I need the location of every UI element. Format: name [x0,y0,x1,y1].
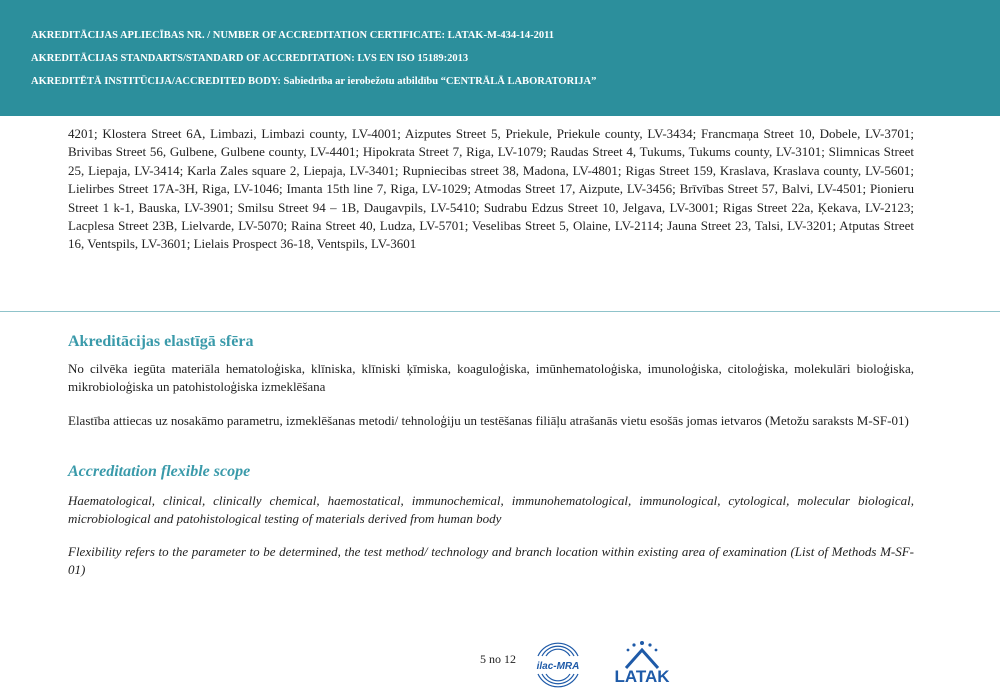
scope-lv-paragraph-2: Elastība attiecas uz nosakāmo parametru, izmeklēšanas metodi/ tehnoloģiju un testēšanas filiāļu atrašanās vietu esošās jomas ietvaros (Metožu saraksts M-SF-01) [68,413,909,428]
scope-lv-paragraph-1: No cilvēka iegūta materiāla hematoloģiska, klīniska, klīniski ķīmiska, koagulоģiska, imūnhematoloģiska, imunoloģiska, citoloģiska, molekulāri bioloģiska, mikrobioloģiska un patohistoloģiska izmeklēšana [68,361,914,395]
scope-en-paragraph-1: Haematological, clinical, clinically chemical, haemostatical, immunochemical, immunohematological, immunological, cytological, molecular biological, microbiological and patohistological testing of materials derived from human body [68,493,914,527]
accredited-body: AKREDITĒTĀ INSTITŪCIJA/ACCREDITED BODY: Sabiedrība ar ierobežotu atbildību “CENTRĀLĀ LABORATORIJA” [31,76,597,87]
scope-en-paragraph-2: Flexibility refers to the parameter to be determined, the test method/ technology and branch location within existing area of examination (List of Methods M-SF-01) [68,544,914,578]
certificate-number: AKREDITĀCIJAS APLIECĪBAS NR. / NUMBER OF ACCREDITATION CERTIFICATE: LATAK-M-434-14-2011 [31,30,555,41]
accreditation-standard: AKREDITĀCIJAS STANDARTS/STANDARD OF ACCREDITATION: LVS EN ISO 15189:2013 [31,53,469,64]
branch-addresses: 4201; Klostera Street 6A, Limbazi, Limbazi county, LV-4001; Aizputes Street 5, Priekule, Priekule county, LV-3434; Francmaņa Street 10, Dobele, LV-3701; Brivibas Street 56, Gulbene, Gulbene county, LV-4401; Hipokrata Street 7, Riga, LV-1079; Raudas Street 4, Tukums, Tukums county, LV-3101; Slimnicas Street 25, Liepaja, LV-3414; Karla Zales square 2, Liepaja, LV-3401; Rupniecibas street 38, Madona, LV-4801; Rigas Street 159, Kraslava, Kraslava county, LV-5601; Lielirbes Street 17A-3H, Riga, LV-1046; Imanta 15th line 7, Riga, LV-1029; Atmodas Street 17, Aizpute, LV-3456; Brīvības Street 57, Balvi, LV-4501; Pionieru Street 1 k-1, Bauska, LV-3901; Smilsu Street 94 – 1B, Daugavpils, LV-5410; Sudrabu Edzus Street 10, Jelgava, LV-3001; Rigas Street 22a, Ķekava, LV-2123; Lacplesa Street 23B, Lielvarde, LV-5070; Raina Street 40, Ludza, LV-5701; Veselibas Street 5, Olaine, LV-2114; Jauna Street 23, Talsi, LV-3201; Atputas Street 16, Ventspils, LV-3601; Lielais Prospect 36-18, Ventspils, LV-3601 [68,126,914,252]
scope-title-lv: Akreditācijas elastīgā sfēra [68,333,254,350]
ilac-mra-logo-icon [528,634,588,694]
header-banner [0,0,1000,116]
page-number: 5 no 12 [480,652,516,666]
ilac-logo-text: ilac-MRA [536,661,580,672]
scope-title-en: Accreditation flexible scope [68,463,251,480]
latak-logo-text: LATAK [614,667,670,686]
section-divider [0,311,1000,312]
latak-logo-icon [602,638,682,688]
